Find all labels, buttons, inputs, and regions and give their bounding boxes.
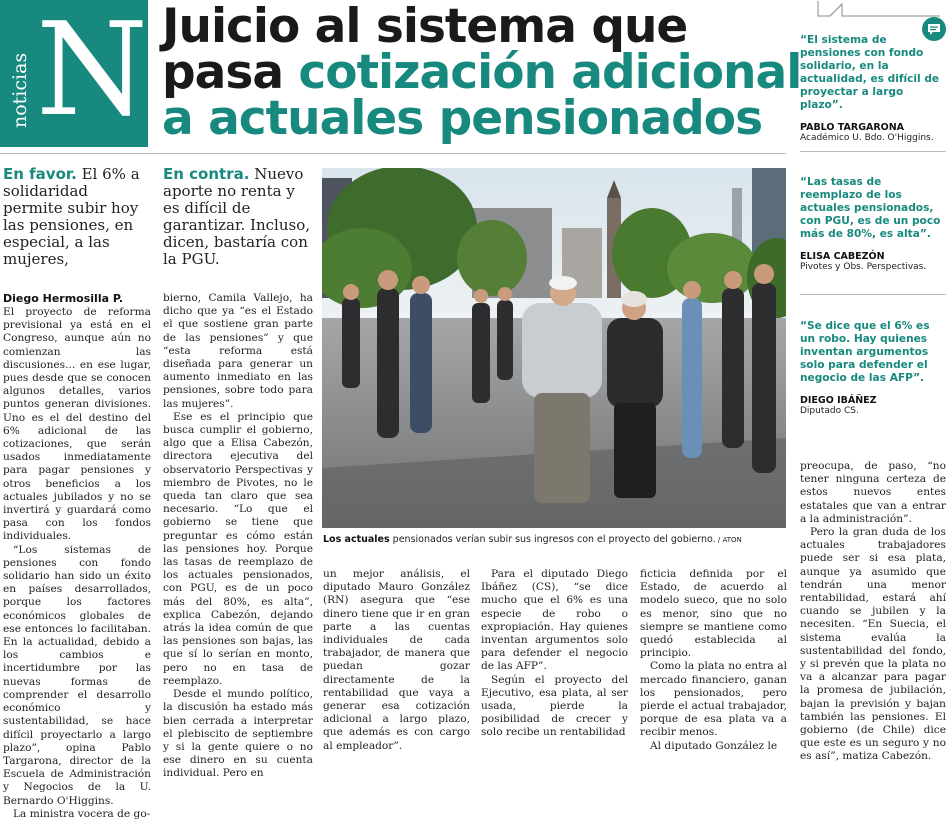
paragraph: Pero la gran duda de los actuales trabajadores puede ser si esa plata, aunque ya asumido que tendrán una menor rentabilidad, estará ahí cuando se jubilen y la necesiten. “En Suecia, el sistema evalúa la sustentabilidad del fondo, y si prevén que la plata no va a alcanzar para pagar la promesa de jubilación, bajan la previsión y bajan también las pensiones. El gobierno (de Chile) dice que este es un seguro y no es así”, matiza Cabezón. (800, 526, 946, 763)
lead-favor-label: En favor. (3, 165, 77, 183)
paragraph: Como la plata no entra al mercado financiero, ganan los pensionados, pero pierde el actual trabajador, porque de esa plata va a recibir menos. (640, 660, 787, 739)
lead-favor-text: El 6% a solidaridad permite subir hoy las pensiones, en especial, a las mujeres, (3, 165, 140, 268)
sidebar-divider (800, 151, 946, 152)
section-label (8, 20, 32, 130)
lead-favor (3, 166, 151, 268)
paragraph: El proyecto de reforma previsional ya está en el Congreso, aunque aún no comienzan las discusiones... en ese lugar, pues desde que se conocen algunos detalles, varios puntos generan divisiones. Uno es el del destino del 6% adicional de las cotizaciones, que serán usados inmediatamente para pagar pensiones y otros beneficios a los actuales jubilados y no se invertirá y guardará como pasa con los fondos individuales. (3, 306, 151, 543)
quote-block-2 (800, 176, 946, 272)
paragraph: “Los sistemas de pensiones con fondo solidario han sido un éxito en países desarrollados, porque los factores económicos globales de ese entonces lo facilitaban. En la actualidad, debido a los cambios e incertidumbre por las nuevas formas de comprender el desarrollo económico y sustentabilidad, se hace difícil proyectarlo a largo plazo”, opina Pablo Targarona, director de la Escuela de Administración y Negocios de la U. Bernardo O'Higgins. (3, 543, 151, 807)
quote-name: DIEGO IBÁÑEZ (800, 395, 877, 406)
quote-block-3 (800, 320, 946, 416)
quote-role: Académico U. Bdo. O'Higgins. (800, 133, 934, 143)
article-column-4 (481, 568, 628, 740)
paragraph: Ese es el principio que busca cumplir el gobierno, algo que a Elisa Cabezón, directora ejecutiva del observatorio Perspectivas y miembro de Pivotes, no le queda tan claro que sea necesario. “Lo que el gobierno se tiene que preguntar es cómo están las pensiones hoy. Porque las tasas de reemplazo de los actuales pensionados, con PGU, es de un poco más del 80%, es alta”, explica Cabezón, dejando atrás la idea común de que las pensiones son bajas, las que sí lo serían en monto, pero no en tasa de reemplazo. (163, 410, 313, 687)
headline-line-2-b: cotización adicional (298, 45, 802, 100)
quote-text: “Las tasas de reemplazo de los actuales pensionados, con PGU, es de un poco más de 80%, es alta”. (800, 176, 941, 240)
caption-text: pensionados verían subir sus ingresos con el proyecto del gobierno. (389, 534, 716, 545)
quote-role: Pivotes y Obs. Perspectivas. (800, 262, 927, 272)
headline-line-2-a: pasa (162, 45, 299, 100)
logo-letter: N (36, 0, 148, 145)
quote-name: PABLO TARGARONA (800, 122, 905, 133)
quote-name: ELISA CABEZÓN (800, 251, 885, 262)
lead-contra (163, 166, 313, 268)
paragraph: Al diputado González le (650, 739, 778, 752)
paragraph: Desde el mundo político, la discusión ha estado más bien cerrada a interpretar el plebiscito de septiembre y si la gente quiere o no ese dinero en su cuenta individual. Pero en (163, 688, 313, 780)
photo-caption (323, 534, 787, 545)
headline-line-3: a actuales pensionados (162, 91, 763, 146)
paragraph: un mejor análisis, el diputado Mauro González (RN) asegura que “ese dinero tiene que ir en gran parte a las cuentas individuales de cada trabajador, de manera que puedan gozar directamente de la rentabilidad que vaya a generar esa cotización adicional a largo plazo, que además es con cargo al empleador”. (323, 568, 470, 752)
article-column-2 (163, 292, 313, 781)
headline-line-1: Juicio al sistema que (162, 0, 688, 54)
svg-text:noticias: noticias (9, 52, 31, 128)
lead-contra-text: Nuevo aporte no renta y es difícil de garantizar. Incluso, dicen, bastaría con la PGU. (163, 165, 310, 268)
article-column-3 (323, 568, 470, 753)
header-rule (0, 153, 786, 154)
quote-role: Diputado CS. (800, 406, 859, 416)
byline: Diego Hermosilla P. (3, 292, 124, 305)
article-column-5 (640, 568, 787, 753)
article-column-1 (3, 292, 151, 821)
news-photo (322, 168, 786, 528)
paragraph: bierno, Camila Vallejo, ha dicho que ya “es el Estado el que sostiene gran parte de las pensiones” y que “esta reforma está diseñada para generar un aumento inmediato en las pensiones, sobre todo para las mujeres”. (163, 292, 313, 410)
lead-contra-label: En contra. (163, 165, 250, 183)
section-logo (0, 0, 148, 147)
sidebar-divider (800, 294, 946, 295)
paragraph: La ministra vocera de go- (13, 807, 151, 820)
caption-bold: Los actuales (323, 534, 390, 545)
paragraph: preocupa, de paso, “no tener ninguna certeza de estos nuevos entes estatales que van a entrar a la administración”. (800, 460, 946, 525)
photo-illustration (322, 168, 786, 528)
quote-text: “El sistema de pensiones con fondo solidario, en la actualidad, es difícil de proyectar a largo plazo”. (800, 34, 940, 111)
paragraph: ficticia definida por el Estado, de acuerdo al modelo sueco, que no solo es menor, sino que no siempre se mantiene como quedó establecida al principio. (640, 568, 787, 660)
caption-credit: / ATON (715, 536, 742, 544)
article-column-6 (800, 460, 946, 764)
paragraph: Para el diputado Diego Ibáñez (CS), “se dice mucho que el 6% es una especie de robo o expropiación. Hay quienes inventan argumentos solo para defender el negocio de las AFP”. (481, 568, 628, 673)
quote-text: “Se dice que el 6% es un robo. Hay quienes inventan argumentos solo para defender el negocio de las AFP”. (800, 320, 930, 384)
quote-block-1 (800, 34, 946, 143)
paragraph: Según el proyecto del Ejecutivo, esa plata, al ser usada, pierde la posibilidad de crecer y solo recibe un rentabilidad (481, 673, 628, 739)
